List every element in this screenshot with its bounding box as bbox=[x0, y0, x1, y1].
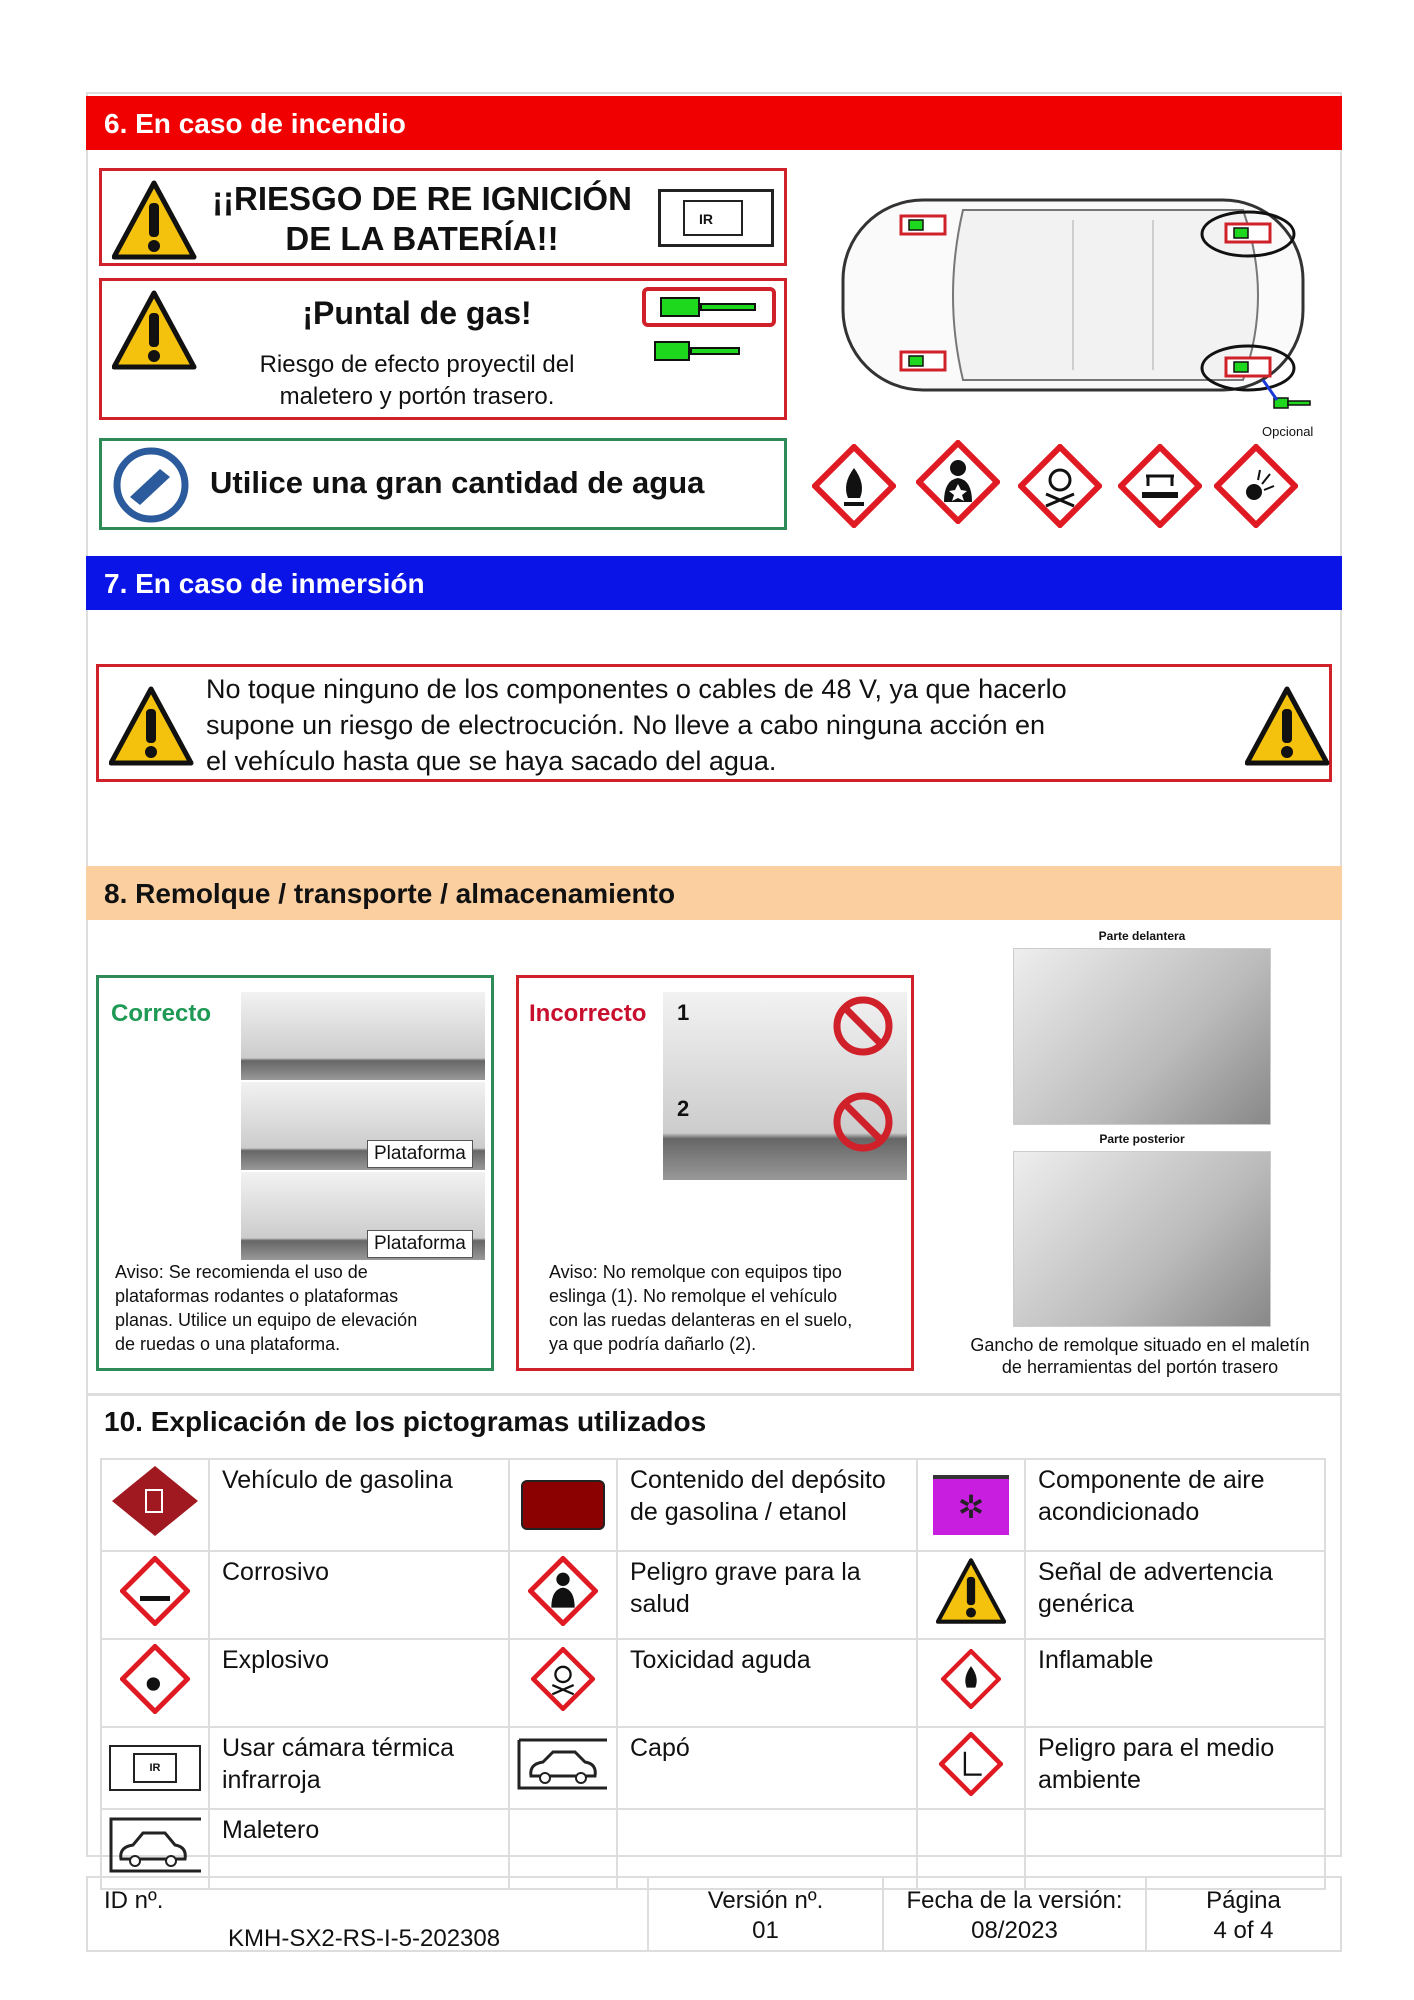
water-extinguish-icon bbox=[110, 445, 192, 525]
date-value: 08/2023 bbox=[971, 1917, 1058, 1944]
id-label: ID nº. bbox=[104, 1887, 164, 1914]
correct-notice-line: de ruedas o una plataforma. bbox=[115, 1334, 341, 1354]
immersion-text-line1: No toque ninguno de los componentes o cables de 48 V, ya que hacerlo bbox=[206, 674, 1067, 704]
front-label: Parte delantera bbox=[1098, 929, 1186, 943]
correct-notice-line: planas. Utilice un equipo de elevación bbox=[115, 1310, 418, 1330]
health-hazard-pictogram-icon bbox=[916, 440, 1000, 524]
environment-hazard-icon bbox=[939, 1732, 1003, 1796]
use-water-box bbox=[99, 438, 787, 530]
rear-label: Parte posterior bbox=[1099, 1132, 1185, 1146]
pictogram-label: Inflamable bbox=[1025, 1639, 1325, 1727]
immersion-warning bbox=[96, 664, 1332, 782]
rear-tow-hook-photo bbox=[1013, 1151, 1271, 1327]
version-value: 01 bbox=[752, 1917, 779, 1944]
pictogram-label: Señal de advertencia genérica bbox=[1025, 1551, 1325, 1639]
corrosive-pictogram-icon bbox=[1118, 444, 1202, 528]
gas-strut-line1: Riesgo de efecto proyectil del bbox=[259, 351, 575, 378]
platform-label: Plataforma bbox=[367, 1230, 473, 1258]
flatbed-truck-image bbox=[241, 992, 485, 1080]
flammable-icon bbox=[941, 1649, 1001, 1709]
incorrect-notice-line: Aviso: No remolque con equipos tipo bbox=[549, 1262, 842, 1282]
section-8-header: 8. Remolque / transporte / almacenamiento bbox=[86, 866, 1342, 920]
front-tow-hook-photo bbox=[1013, 948, 1271, 1125]
battery-warning-line1: ¡¡RIESGO DE RE IGNICIÓN bbox=[212, 180, 632, 217]
table-row bbox=[101, 1551, 1325, 1639]
incorrect-towing-box bbox=[516, 975, 914, 1371]
correct-towing-box bbox=[96, 975, 494, 1371]
acute-toxicity-icon bbox=[531, 1647, 595, 1711]
acute-toxicity-pictogram-icon bbox=[1018, 444, 1102, 528]
gas-strut-icon-small bbox=[654, 341, 754, 363]
battery-reignition-warning bbox=[99, 168, 787, 266]
pictogram-label: Toxicidad aguda bbox=[617, 1639, 917, 1727]
correct-notice-line: plataformas rodantes o plataformas bbox=[115, 1286, 399, 1306]
incorrect-number-1: 1 bbox=[677, 1000, 690, 1025]
section-10-header: 10. Explicación de los pictogramas utilizados bbox=[104, 1406, 707, 1437]
incorrect-label: Incorrecto bbox=[529, 1000, 647, 1027]
hood-icon bbox=[517, 1736, 609, 1792]
correct-notice-line: Aviso: Se recomienda el uso de bbox=[115, 1262, 368, 1282]
use-water-text: Utilice una gran cantidad de agua bbox=[210, 465, 705, 500]
warning-icon bbox=[936, 1557, 1006, 1625]
trunk-icon bbox=[107, 1815, 203, 1875]
divider bbox=[86, 1393, 1342, 1396]
pictogram-label: Explosivo bbox=[209, 1639, 509, 1727]
pictogram-label: Corrosivo bbox=[209, 1551, 509, 1639]
warning-icon bbox=[112, 289, 198, 371]
prohibited-icon bbox=[831, 994, 895, 1058]
pictogram-label: Usar cámara térmica infrarroja bbox=[209, 1727, 509, 1809]
health-hazard-icon bbox=[528, 1556, 598, 1626]
thermal-camera-icon: IR bbox=[109, 1745, 201, 1791]
pictogram-label: Maletero bbox=[209, 1809, 509, 1889]
incorrect-notice-line: eslinga (1). No remolque el vehículo bbox=[549, 1286, 838, 1306]
warning-icon bbox=[112, 179, 198, 261]
page-value: 4 of 4 bbox=[1213, 1917, 1274, 1944]
corrosive-icon bbox=[120, 1556, 190, 1626]
pictogram-table bbox=[100, 1458, 1326, 1890]
car-top-view-diagram bbox=[833, 180, 1318, 412]
immersion-text-line2: supone un riesgo de electrocución. No lleve a cabo ninguna acción en bbox=[206, 710, 1046, 740]
page-label: Página bbox=[1206, 1887, 1281, 1914]
table-row bbox=[101, 1639, 1325, 1727]
pictogram-label: Peligro para el medio ambiente bbox=[1025, 1727, 1325, 1809]
platform-label: Plataforma bbox=[367, 1140, 473, 1168]
incorrect-notice-line: ya que podría dañarlo (2). bbox=[549, 1334, 757, 1354]
pictogram-label: Vehículo de gasolina bbox=[209, 1459, 509, 1551]
explosive-icon bbox=[120, 1644, 190, 1714]
ir-label: IR bbox=[683, 200, 743, 236]
pictogram-label: Capó bbox=[617, 1727, 917, 1809]
explosive-pictogram-icon bbox=[1214, 444, 1298, 528]
gas-strut-line2: maletero y portón trasero. bbox=[279, 383, 555, 410]
date-label: Fecha de la versión: bbox=[906, 1887, 1123, 1914]
document-footer bbox=[86, 1876, 1342, 1952]
optional-label: Opcional bbox=[1262, 424, 1314, 439]
table-row bbox=[101, 1459, 1325, 1551]
prohibited-icon bbox=[831, 1090, 895, 1154]
fuel-tank-content-icon bbox=[521, 1480, 605, 1530]
pictogram-label: Componente de aire acondicionado bbox=[1025, 1459, 1325, 1551]
air-conditioning-icon: ✲ bbox=[933, 1475, 1009, 1535]
thermal-camera-icon bbox=[658, 189, 774, 247]
incorrect-number-2: 2 bbox=[677, 1096, 690, 1121]
gas-strut-icon bbox=[642, 287, 776, 327]
incorrect-notice-line: con las ruedas delanteras en el suelo, bbox=[549, 1310, 853, 1330]
table-row bbox=[101, 1727, 1325, 1809]
tow-hook-caption-line2: de herramientas del portón trasero bbox=[1001, 1357, 1279, 1377]
warning-icon bbox=[1245, 685, 1331, 767]
section-6-header: 6. En caso de incendio bbox=[86, 96, 1342, 150]
id-value: KMH-SX2-RS-I-5-202308 bbox=[228, 1925, 501, 1952]
pictogram-label: Peligro grave para la salud bbox=[617, 1551, 917, 1639]
gas-strut-title: ¡Puntal de gas! bbox=[302, 295, 532, 331]
gas-strut-warning bbox=[99, 278, 787, 420]
tow-hook-caption-line1: Gancho de remolque situado en el maletín bbox=[970, 1335, 1310, 1355]
version-label: Versión nº. bbox=[707, 1887, 824, 1914]
immersion-text-line3: el vehículo hasta que se haya sacado del agua. bbox=[206, 746, 777, 776]
correct-label: Correcto bbox=[111, 1000, 212, 1027]
petrol-vehicle-icon bbox=[110, 1464, 200, 1538]
flammable-pictogram-icon bbox=[812, 444, 896, 528]
section-7-header: 7. En caso de inmersión bbox=[86, 556, 1342, 610]
warning-icon bbox=[109, 685, 195, 767]
battery-warning-line2: DE LA BATERÍA!! bbox=[285, 220, 559, 257]
pictogram-label: Contenido del depósito de gasolina / etanol bbox=[617, 1459, 917, 1551]
